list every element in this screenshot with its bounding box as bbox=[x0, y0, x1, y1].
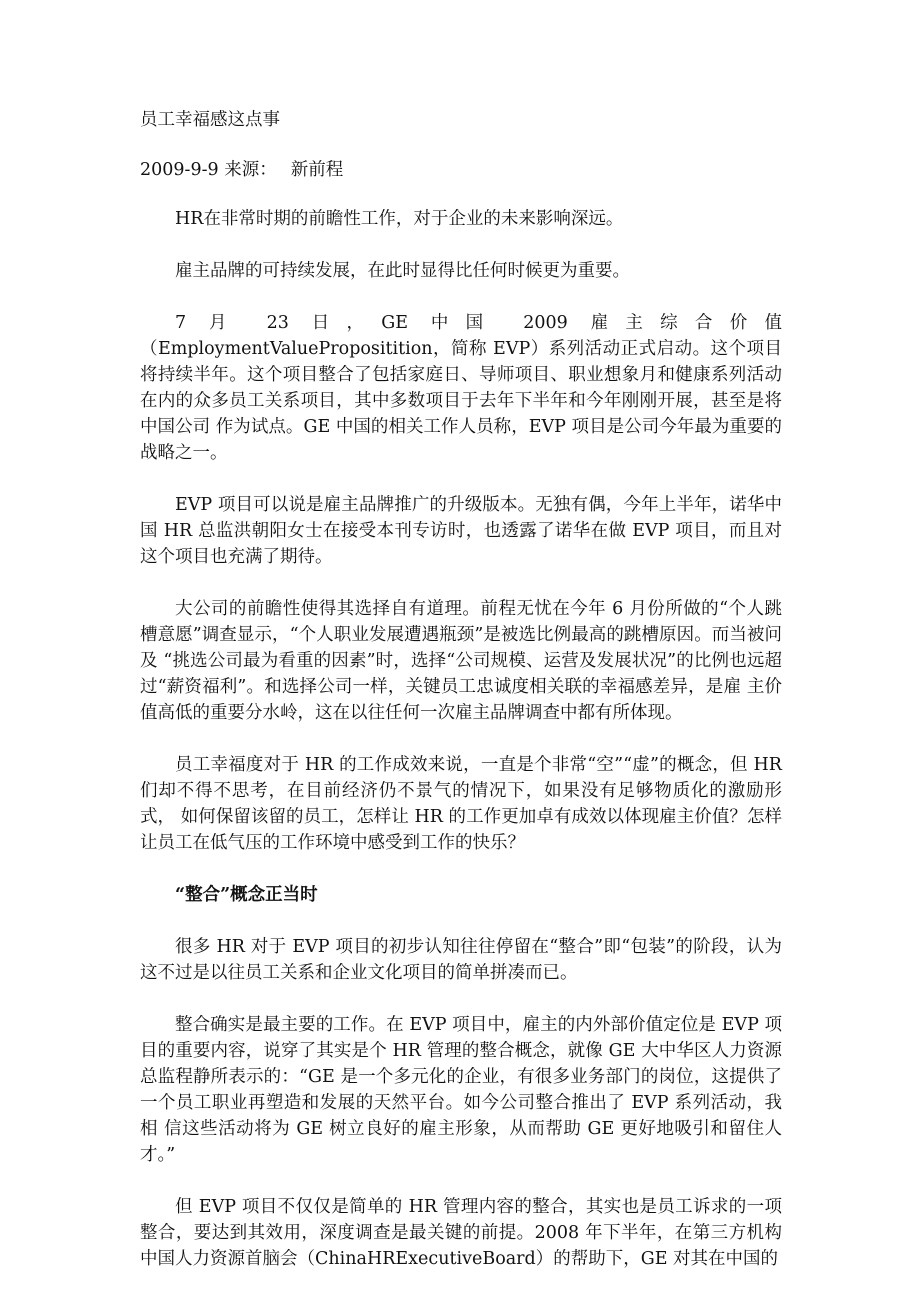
paragraph: 7 月 23 日，GE 中国 2009 雇主综合价值（EmploymentValuePropositition，简称 EVP）系列活动正式启动。这个项目将持续半年。这个项目整合了包括家庭日、导师项目、职业想象月和健康系列活动在内的众多员工关系项目，其中多数项目于去年下半年和今年刚刚开展，甚至是将中国公司 作为试点。GE 中国的相关工作人员称，EVP 项目是公司今年最为重要的战略之一。 bbox=[140, 313, 782, 463]
article-body bbox=[140, 107, 782, 1298]
section-heading: “整合”概念正当时 bbox=[175, 885, 318, 905]
paragraph: 但 EVP 项目不仅仅是简单的 HR 管理内容的整合，其实也是员工诉求的一项整合，要达到其效用，深度调查是最关键的前提。2008 年下半年，在第三方机构中国人力资源首脑会（ChinaHRExecutiveBoard）的帮助下，GE 对其在中国的 bbox=[140, 1197, 782, 1269]
paragraph: EVP 项目可以说是雇主品牌推广的升级版本。无独有偶，今年上半年，诺华中国 HR 总监洪朝阳女士在接受本刊专访时，也透露了诺华在做 EVP 项目，而且对这个项目也充满了期待。 bbox=[140, 495, 782, 567]
paragraph: 员工幸福度对于 HR 的工作成效来说，一直是个非常“空”“虚”的概念，但 HR 们却不得不思考，在目前经济仍不景气的情况下，如果没有足够物质化的激励形式， 如何保留该留的员工，怎样让 HR 的工作更加卓有成效以体现雇主价值？怎样让员工在低气压的工作环境中感受到工作的快乐？ bbox=[140, 755, 782, 853]
source-name: 新前程 bbox=[290, 160, 344, 180]
paragraph: HR在非常时期的前瞻性工作，对于企业的未来影响深远。 bbox=[175, 209, 624, 229]
source-label: 来源： bbox=[224, 160, 277, 180]
paragraph: 大公司的前瞻性使得其选择自有道理。前程无忧在今年 6 月份所做的“个人跳槽意愿”调查显示，“个人职业发展遭遇瓶颈”是被选比例最高的跳槽原因。而当被问及 “挑选公司最为看重的因素”时，选择“公司规模、运营及发展状况”的比例也远超过“薪资福利”。和选择公司一样，关键员工忠诚度相关联的幸福感差异，是雇 主价值高低的重要分水岭，这在以往任何一次雇主品牌调查中都有所体现。 bbox=[140, 599, 782, 723]
paragraph: 整合确实是最主要的工作。在 EVP 项目中，雇主的内外部价值定位是 EVP 项目的重要内容，说穿了其实是个 HR 管理的整合概念，就像 GE 大中华区人力资源总监程静所表示的：“GE 是一个多元化的企业，有很多业务部门的岗位，这提供了一个员工职业再塑造和发展的天然平台。如今公司整合推出了 EVP 系列活动，我相 信这些活动将为 GE 树立良好的雇主形象，从而帮助 GE 更好地吸引和留住人才。” bbox=[140, 1015, 782, 1165]
paragraph: 很多 HR 对于 EVP 项目的初步认知往往停留在“整合”即“包装”的阶段，认为这不过是以往员工关系和企业文化项目的简单拼凑而已。 bbox=[140, 937, 782, 983]
paragraph: 雇主品牌的可持续发展，在此时显得比任何时候更为重要。 bbox=[175, 261, 630, 281]
article-title: 员工幸福感这点事 bbox=[140, 110, 280, 130]
article-meta bbox=[140, 157, 782, 183]
publish-date: 2009-9-9 bbox=[140, 160, 219, 180]
